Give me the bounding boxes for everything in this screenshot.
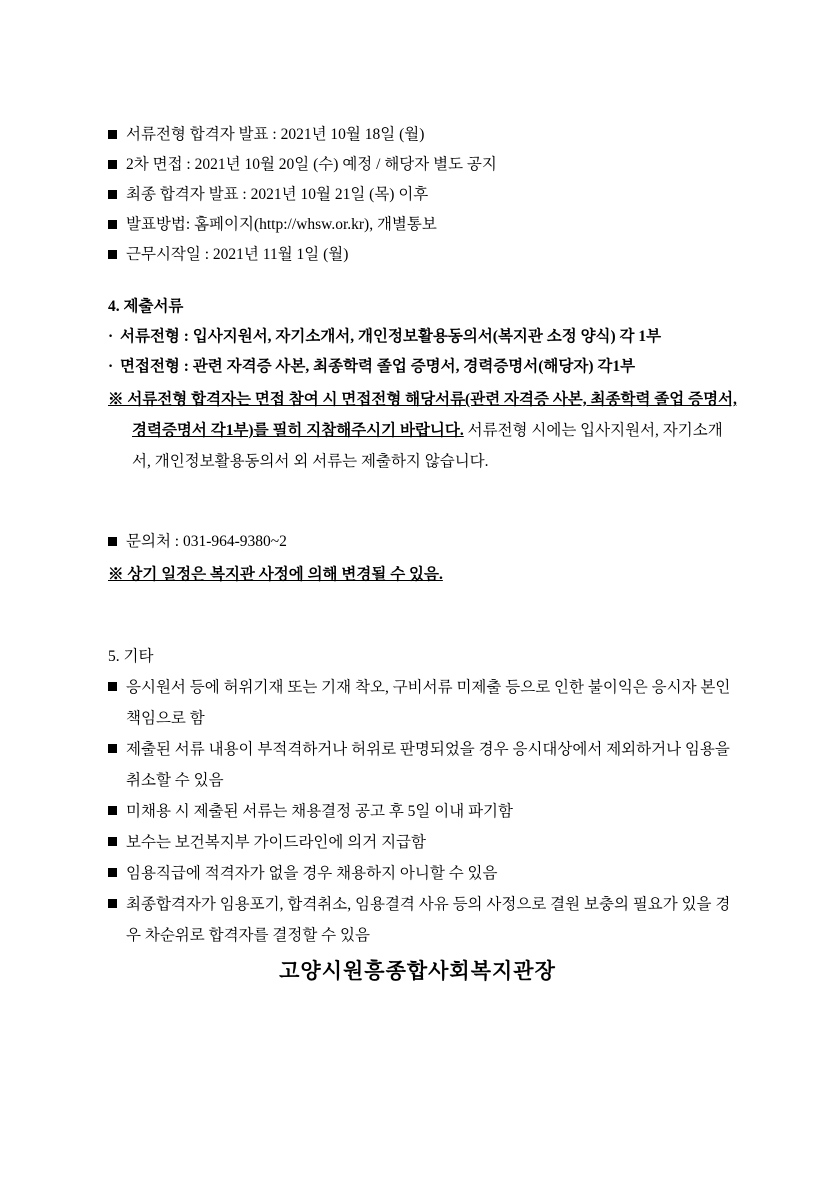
list-item [108, 240, 740, 270]
list-item [108, 322, 740, 352]
list-item [108, 352, 740, 382]
list-item [108, 180, 740, 210]
square-bullet-icon [108, 868, 117, 877]
list-item-label: 2차 면접 : 2021년 10월 20일 (수) 예정 / 해당자 별도 공지 [126, 156, 497, 173]
list-item-label: 서류전형 합격자 발표 : 2021년 10월 18일 (월) [126, 126, 425, 143]
list-item [108, 672, 740, 734]
document-footer-organization: 고양시원흥종합사회복지관장 [279, 959, 556, 983]
list-item-label: 서류전형 : 입사지원서, 자기소개서, 개인정보활용동의서(복지관 소정 양식) 각 1부 [120, 328, 662, 345]
others-list [108, 672, 740, 951]
documents-required-list [108, 322, 740, 382]
square-bullet-icon [108, 744, 117, 753]
square-bullet-icon [108, 682, 117, 691]
list-item-label: 임용직급에 적격자가 없을 경우 채용하지 아니할 수 있음 [126, 865, 498, 882]
list-item [108, 827, 740, 858]
schedule-change-note-label: ※ 상기 일정은 복지관 사정에 의해 변경될 수 있음. [108, 566, 443, 583]
square-bullet-icon [108, 220, 117, 229]
square-bullet-icon [108, 130, 117, 139]
square-bullet-icon [108, 537, 117, 546]
list-item-label: 근무시작일 : 2021년 11월 1일 (월) [126, 246, 349, 263]
section-heading-others: 5. 기타 [108, 648, 154, 665]
contact-line [108, 527, 740, 557]
square-bullet-icon [108, 190, 117, 199]
documents-note-body: 서류전형 시에는 입사지원서, 자기소개서, 개인정보활용동의서 외 서류는 제출하지 않습니다. [132, 422, 723, 470]
list-item [108, 858, 740, 889]
square-bullet-icon [108, 806, 117, 815]
list-item [108, 150, 740, 180]
list-item-label: 제출된 서류 내용이 부적격하거나 허위로 판명되었을 경우 응시대상에서 제외하거나 임용을 취소할 수 있음 [126, 741, 730, 789]
square-bullet-icon [108, 160, 117, 169]
documents-note-emphasis: ※ 서류전형 합격자는 면접 참여 시 면접전형 해당서류(관련 자격증 사본, 최종학력 졸업 증명서, 경력증명서 각1부)를 필히 지참해주시기 바랍니다. [108, 391, 737, 439]
documents-note [108, 384, 740, 477]
list-item-label: 면접전형 : 관련 자격증 사본, 최종학력 졸업 증명서, 경력증명서(해당자) 각1부 [120, 358, 636, 375]
list-item-label: 응시원서 등에 허위기재 또는 기재 착오, 구비서류 미제출 등으로 인한 불이익은 응시자 본인 책임으로 함 [126, 679, 731, 727]
section-heading-documents: 4. 제출서류 [108, 298, 184, 315]
dot-bullet-icon: · [108, 358, 114, 375]
list-item [108, 210, 740, 240]
dot-bullet-icon: · [108, 328, 114, 345]
square-bullet-icon [108, 837, 117, 846]
list-item [108, 796, 740, 827]
list-item-label: 최종합격자가 임용포기, 합격취소, 임용결격 사유 등의 사정으로 결원 보충의 필요가 있을 경우 차순위로 합격자를 결정할 수 있음 [126, 896, 731, 944]
list-item [108, 734, 740, 796]
list-item-label: 보수는 보건복지부 가이드라인에 의거 지급함 [126, 834, 426, 851]
schedule-bullet-list [108, 120, 740, 270]
list-item-label: 발표방법: 홈페이지(http://whsw.or.kr), 개별통보 [126, 216, 437, 233]
square-bullet-icon [108, 899, 117, 908]
schedule-change-note [108, 559, 740, 590]
square-bullet-icon [108, 250, 117, 259]
contact-label: 문의처 : 031-964-9380~2 [126, 533, 287, 550]
list-item [108, 889, 740, 951]
list-item [108, 120, 740, 150]
list-item-label: 최종 합격자 발표 : 2021년 10월 21일 (목) 이후 [126, 186, 429, 203]
list-item-label: 미채용 시 제출된 서류는 채용결정 공고 후 5일 이내 파기함 [126, 803, 514, 820]
